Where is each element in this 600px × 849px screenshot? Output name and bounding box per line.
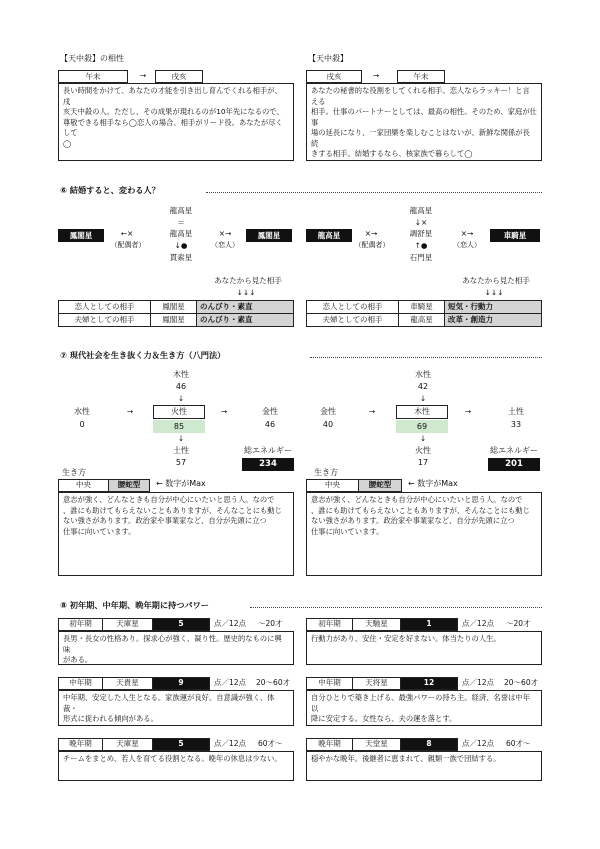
s8-star: 天堂星 bbox=[353, 739, 401, 750]
s6-left-equal: ＝ bbox=[177, 218, 185, 227]
s6-right-label-lover: （恋人） bbox=[453, 241, 481, 249]
s7-left-arrow-down-bottom: ↓ bbox=[177, 434, 185, 443]
s7-left-bottom-label: 土性 bbox=[173, 446, 189, 455]
s8-left-1-text: 中年期、安定した人生となる。家族運が良好。自意識が強く、体裁・ 形式に捉われる傾向がある。 bbox=[58, 690, 294, 726]
s8-star: 天貴星 bbox=[103, 678, 153, 689]
table-cell: のんびり・素直 bbox=[197, 301, 294, 314]
s6-heading: ⑥ 結婚すると、変わる人？ bbox=[60, 185, 160, 195]
s6-left-arrow-spouse: ←× bbox=[120, 229, 134, 238]
table-cell: 恋人としての相手 bbox=[307, 301, 399, 314]
s8-star: 天将星 bbox=[353, 678, 401, 689]
s7-right-pos: 中央 bbox=[307, 480, 359, 491]
table-cell: 短気・行動力 bbox=[445, 301, 542, 314]
s7-left-top-value: 46 bbox=[175, 382, 187, 391]
s7-right-bottom-label: 火性 bbox=[415, 446, 431, 455]
s6-right-bottom-star: 石門星 bbox=[409, 253, 433, 262]
s8-left-0-age: 〜20才 bbox=[258, 619, 283, 628]
s8-period: 晩年期 bbox=[307, 739, 353, 750]
s8-heading: ⑧ 初年期、中年期、晩年期に持つパワー bbox=[60, 600, 209, 610]
s7-left-total-value: 234 bbox=[242, 458, 294, 471]
s7-left-pos: 中央 bbox=[59, 480, 109, 491]
s8-left-0-text: 長男・長女の性格あり。探求心が強く、凝り性。歴史的なものに興味 がある。 bbox=[58, 631, 294, 665]
s6-right-down-x: ↓× bbox=[414, 218, 428, 227]
s7-left-total-label: 総エネルギー bbox=[244, 446, 292, 455]
s8-left-1-age: 20〜60才 bbox=[256, 678, 291, 687]
s6-right-arrow-spouse: ×→ bbox=[364, 229, 378, 238]
s8-right-2-age: 60才〜 bbox=[506, 739, 531, 748]
s8-left-1-header bbox=[58, 677, 210, 690]
s8-star: 天庫星 bbox=[103, 619, 153, 630]
s7-left-left-label: 水性 bbox=[74, 407, 90, 416]
table-cell: 鳳閣星 bbox=[151, 314, 197, 327]
s7-left-type: 腰蛇型 bbox=[109, 480, 149, 491]
s8-left-0-unit: 点／12点 bbox=[214, 619, 247, 628]
s6-left-label-spouse: （配偶者） bbox=[110, 241, 146, 249]
s6-left-center-star: 龍高星 bbox=[169, 229, 193, 238]
s7-right-top-label: 水性 bbox=[415, 370, 431, 379]
compat-left-to: 戌亥 bbox=[155, 70, 203, 83]
s7-right-center-value: 69 bbox=[396, 420, 448, 433]
s8-score: 1 bbox=[401, 619, 457, 630]
table-cell: 恋人としての相手 bbox=[59, 301, 151, 314]
s6-left-partner-star: 鳳閣星 bbox=[58, 229, 104, 242]
table-row bbox=[59, 301, 294, 314]
s8-score: 5 bbox=[153, 619, 209, 630]
s8-right-1-text: 自分ひとりで築き上げる、最強パワーの持ち主。経済、名誉は中年以 降に安定する。女性なら、夫の運を落とす。 bbox=[306, 690, 542, 726]
s6-right-top-star: 龍高星 bbox=[409, 206, 433, 215]
s8-period: 初年期 bbox=[59, 619, 103, 630]
s7-left-center-value: 85 bbox=[153, 420, 205, 433]
compat-left-from: 午未 bbox=[58, 70, 128, 83]
s6-right-arrow-lover: ×→ bbox=[460, 229, 474, 238]
s7-left-center-label: 火性 bbox=[153, 405, 205, 419]
compat-right-text: あなたの秘書的な役割をしてくれる相手。恋人ならラッキー！と言える 相手。仕事のパートナーとしては、最高の相性。そのため、家庭が仕事 場の延長になり、一家団欒を楽しむことはないが、新鮮な関係が長続 きする相手。結婚するなら、核家族で暮らして◯ bbox=[306, 83, 542, 161]
s7-heading: ⑦ 現代社会を生き抜く力＆生き方（八門法） bbox=[60, 350, 226, 360]
s8-right-2-header bbox=[306, 738, 458, 751]
s6-left-arrow-lover: ×→ bbox=[218, 229, 232, 238]
s8-period: 中年期 bbox=[307, 678, 353, 689]
s8-left-2-text: チームをまとめ、若人を育てる役割となる。晩年の休息は少ない。 bbox=[58, 751, 294, 781]
table-cell: のんびり・素直 bbox=[197, 314, 294, 327]
compat-left-arrow: → bbox=[139, 71, 147, 80]
s7-right-max-note: ← 数字がMax bbox=[408, 479, 458, 488]
s8-right-0-unit: 点／12点 bbox=[462, 619, 495, 628]
s8-divider bbox=[250, 607, 542, 608]
table-row bbox=[307, 314, 542, 327]
compat-right-from: 戌亥 bbox=[306, 70, 362, 83]
s7-right-right-label: 土性 bbox=[508, 407, 524, 416]
s8-left-1-unit: 点／12点 bbox=[214, 678, 247, 687]
s8-left-0-header bbox=[58, 618, 210, 631]
s7-left-top-label: 木性 bbox=[173, 370, 189, 379]
s7-right-left-label: 金性 bbox=[320, 407, 336, 416]
s7-right-ikikata-label: 生き方 bbox=[314, 468, 338, 477]
s6-left-label-lover: （恋人） bbox=[211, 241, 239, 249]
s8-right-0-age: 〜20才 bbox=[506, 619, 531, 628]
s8-score: 8 bbox=[401, 739, 457, 750]
s6-left-note-arrows: ↓↓↓ bbox=[236, 288, 256, 297]
table-cell: 夫婦としての相手 bbox=[59, 314, 151, 327]
s8-score: 12 bbox=[401, 678, 457, 689]
s7-left-arrow-right-1: → bbox=[126, 407, 134, 416]
s7-divider bbox=[310, 357, 542, 358]
compat-right-arrow: → bbox=[372, 71, 380, 80]
s6-left-note: あなたから見た相手 bbox=[214, 276, 282, 285]
s8-right-0-header bbox=[306, 618, 458, 631]
s7-right-total-value: 201 bbox=[488, 458, 540, 471]
s7-right-arrow-down-top: ↓ bbox=[419, 394, 427, 403]
s7-right-top-value: 42 bbox=[417, 382, 429, 391]
s7-right-text: 意志が強く、どんなときも自分が中心にいたいと思う人。なので 、誰にも助けてもらえないこともありますが、そんなことにも動じ ない強さがあります。政治家や事業家など、自分が先頭に立つ 仕事に向いています。 bbox=[306, 492, 542, 576]
s7-right-type: 腰蛇型 bbox=[359, 480, 401, 491]
s7-right-ikikata-header bbox=[306, 479, 402, 492]
s7-right-total-label: 総エネルギー bbox=[490, 446, 538, 455]
table-row bbox=[307, 301, 542, 314]
s6-left-down-marker: ↓● bbox=[174, 241, 188, 250]
s8-right-1-unit: 点／12点 bbox=[462, 678, 495, 687]
s8-left-2-age: 60才〜 bbox=[258, 739, 283, 748]
table-cell: 夫婦としての相手 bbox=[307, 314, 399, 327]
s7-left-right-value: 46 bbox=[264, 420, 276, 429]
s6-left-top-star: 龍高星 bbox=[169, 206, 193, 215]
s7-left-right-label: 金性 bbox=[262, 407, 278, 416]
s6-left-table bbox=[58, 300, 294, 327]
s6-right-up-marker: ↑● bbox=[414, 241, 428, 250]
s7-right-arrow-right-2: → bbox=[464, 407, 472, 416]
s6-right-partner-star: 龍高星 bbox=[306, 229, 352, 242]
compat-right-to: 午未 bbox=[397, 70, 445, 83]
s8-period: 晩年期 bbox=[59, 739, 103, 750]
s7-right-left-value: 40 bbox=[322, 420, 334, 429]
s7-left-max-note: ← 数字がMax bbox=[156, 479, 206, 488]
s6-right-note: あなたから見た相手 bbox=[462, 276, 530, 285]
s7-left-arrow-down-top: ↓ bbox=[177, 394, 185, 403]
s7-right-center-label: 木性 bbox=[396, 405, 448, 419]
s8-right-0-text: 行動力があり、安住・安定を好まない。体当たりの人生。 bbox=[306, 631, 542, 665]
s6-left-lover-star: 鳳閣星 bbox=[246, 229, 292, 242]
s8-star: 天馳星 bbox=[353, 619, 401, 630]
s7-right-arrow-down-bottom: ↓ bbox=[419, 434, 427, 443]
s8-star: 天庫星 bbox=[103, 739, 153, 750]
s8-right-2-text: 穏やかな晩年。後継者に恵まれて、親類一族で団結する。 bbox=[306, 751, 542, 781]
table-cell: 改革・創造力 bbox=[445, 314, 542, 327]
s7-right-arrow-right-1: → bbox=[368, 407, 376, 416]
table-row bbox=[59, 314, 294, 327]
s6-right-lover-star: 車騎星 bbox=[490, 229, 540, 242]
s6-right-table bbox=[306, 300, 542, 327]
table-cell: 龍高星 bbox=[399, 314, 445, 327]
s7-left-ikikata-header bbox=[58, 479, 150, 492]
s6-right-label-spouse: （配偶者） bbox=[354, 241, 390, 249]
s7-right-right-value: 33 bbox=[510, 420, 522, 429]
s7-right-bottom-value: 17 bbox=[417, 458, 429, 467]
s8-period: 初年期 bbox=[307, 619, 353, 630]
s6-left-bottom-star: 貫索星 bbox=[169, 253, 193, 262]
s6-divider bbox=[206, 192, 542, 193]
s6-right-center-star: 調舒星 bbox=[409, 229, 433, 238]
table-cell: 車騎星 bbox=[399, 301, 445, 314]
s8-score: 5 bbox=[153, 739, 209, 750]
s7-left-bottom-value: 57 bbox=[175, 458, 187, 467]
s7-left-left-value: 0 bbox=[79, 420, 85, 429]
s8-right-1-header bbox=[306, 677, 458, 690]
compat-left-title: 【天中殺】の相性 bbox=[60, 54, 124, 63]
s6-right-note-arrows: ↓↓↓ bbox=[484, 288, 504, 297]
table-cell: 鳳閣星 bbox=[151, 301, 197, 314]
compat-left-text: 長い時間をかけて、あなたの才能を引き出し育んでくれる相手が、戌 亥天中殺の人。ただし、その成果が現れるのが10年先になるので、 尊敬できる相手なら◯恋人の場合、相手がリード役。あなたが尽くして ◯ bbox=[58, 83, 294, 161]
s7-left-arrow-right-2: → bbox=[220, 407, 228, 416]
s8-score: 9 bbox=[153, 678, 209, 689]
s8-left-2-unit: 点／12点 bbox=[214, 739, 247, 748]
s8-left-2-header bbox=[58, 738, 210, 751]
s7-left-text: 意志が強く、どんなときも自分が中心にいたいと思う人。なので 、誰にも助けてもらえないこともありますが、そんなことにも動じ ない強さがあります。政治家や事業家など、自分が先頭に立つ 仕事に向いています。 bbox=[58, 492, 294, 576]
s8-right-2-unit: 点／12点 bbox=[462, 739, 495, 748]
compat-right-title: 【天中殺】 bbox=[308, 54, 348, 63]
s8-period: 中年期 bbox=[59, 678, 103, 689]
s7-left-ikikata-label: 生き方 bbox=[62, 468, 86, 477]
s8-right-1-age: 20〜60才 bbox=[504, 678, 539, 687]
